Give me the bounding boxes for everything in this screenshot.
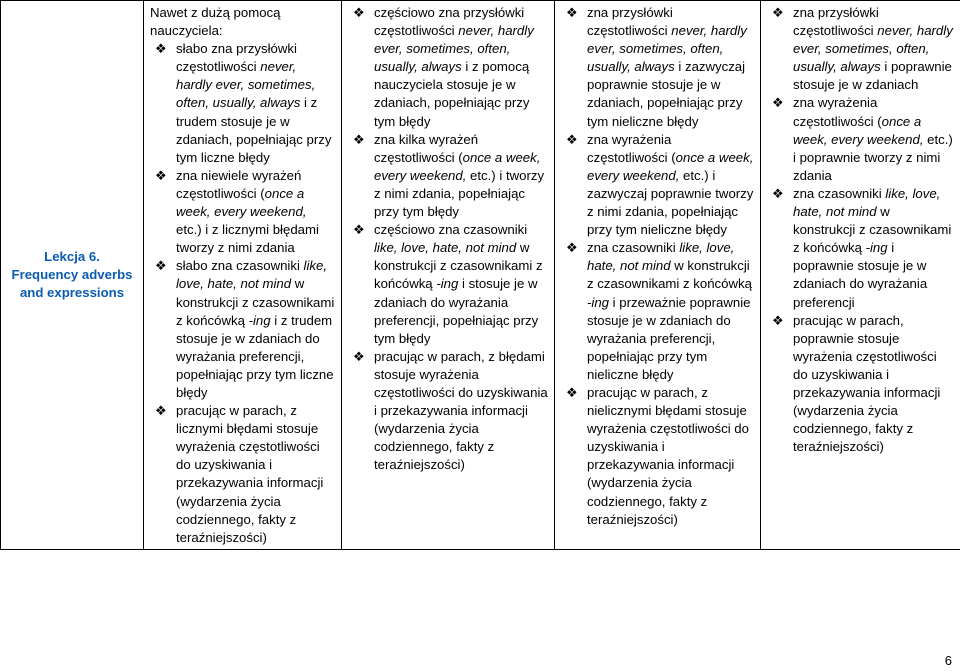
bullet-diamond-icon: ❖ — [353, 5, 365, 20]
criteria-item-text: w konstrukcji z czasownikami z końcówką — [176, 276, 335, 328]
criteria-item-text: częściowo zna czasowniki — [374, 222, 528, 238]
bullet-diamond-icon: ❖ — [566, 240, 578, 256]
criteria-item-text: częściowo zna przysłówki częstotliwości — [374, 5, 525, 39]
criteria-item-italic-text: like, love, hate, not mind — [374, 240, 517, 256]
criteria-cell-4 — [761, 1, 960, 550]
cell-lead-text: Nawet z dużą pomocą nauczyciela: — [150, 5, 281, 39]
criteria-item-text: w konstrukcji z czasownikami z końcówką — [793, 204, 952, 256]
criteria-item-text: zna czasowniki — [793, 185, 886, 201]
bullet-diamond-icon: ❖ — [566, 5, 578, 20]
criteria-item — [561, 131, 754, 240]
criteria-item-text: w konstrukcji z czasownikami z końcówką — [587, 258, 752, 292]
criteria-item-text: zna kilka wyrażeń częstotliwości ( — [374, 131, 479, 165]
criteria-item-italic-text: -ing — [248, 312, 271, 328]
criteria-cell-2 — [342, 1, 555, 550]
criteria-item-text: pracując w parach, z błędami stosuje wyrażenia częstotliwości do uzyskiwania i przekazywania informacji (wydarzenia życia codziennego, fakty z teraźniejszości) — [374, 348, 548, 473]
criteria-item-italic-text: never, hardly ever, sometimes, often, usually, always — [587, 23, 747, 75]
criteria-item-text: etc.) i tworzy z nimi zdania, popełniając przy tym błędy — [374, 167, 545, 220]
criteria-item — [150, 167, 335, 257]
criteria-item — [767, 185, 954, 312]
criteria-item-text: w konstrukcji z czasownikami z końcówką — [374, 240, 543, 292]
bullet-diamond-icon: ❖ — [772, 185, 784, 201]
bullet-diamond-icon: ❖ — [772, 95, 784, 111]
criteria-item-italic-text: once a week, every weekend, — [793, 113, 924, 147]
criteria-item — [767, 4, 954, 94]
criteria-item-text: pracując w parach, poprawnie stosuje wyrażenia częstotliwości do uzyskiwania i przekazywania informacji (wydarzenia życia codziennego, fakty z teraźniejszości) — [793, 312, 941, 455]
criteria-item-text: zna niewiele wyrażeń częstotliwości ( — [176, 167, 302, 201]
lesson-number: Lekcja 6. — [44, 248, 100, 264]
criteria-item — [767, 94, 954, 184]
criteria-item-text: pracując w parach, z nielicznymi błędami stosuje wyrażenia częstotliwości do uzyskiwania i przekazywania informacji (wydarzenia życia codziennego, fakty z teraźniejszości) — [587, 384, 749, 527]
criteria-item-italic-text: never, hardly ever, sometimes, often, usually, always — [374, 23, 534, 75]
criteria-list — [348, 4, 548, 474]
bullet-diamond-icon: ❖ — [772, 5, 784, 20]
criteria-item — [348, 131, 548, 221]
criteria-item-text: zna przysłówki częstotliwości — [587, 5, 673, 39]
criteria-item — [561, 4, 754, 131]
criteria-item-italic-text: once a week, every weekend, — [176, 185, 307, 220]
criteria-item — [561, 384, 754, 529]
criteria-item-italic-text: -ing — [865, 240, 888, 256]
criteria-item — [150, 40, 335, 167]
criteria-item — [348, 221, 548, 348]
bullet-diamond-icon: ❖ — [353, 222, 365, 238]
bullet-diamond-icon: ❖ — [155, 258, 167, 274]
criteria-item — [561, 239, 754, 384]
criteria-item-text: etc.) i poprawnie tworzy z nimi zdania — [793, 131, 953, 183]
criteria-item-italic-text: never, hardly ever, sometimes, often, usually, always — [176, 59, 316, 111]
criteria-item-text: zna czasowniki — [587, 240, 680, 256]
criteria-item-text: i z trudem stosuje je w zdaniach do wyrażania preferencji, popełniając przy tym liczne błędy — [176, 312, 334, 400]
criteria-item-text: słabo zna czasowniki — [176, 258, 304, 274]
criteria-item-text: i poprawnie stosuje je w zdaniach — [793, 59, 952, 93]
criteria-item-text: zna wyrażenia częstotliwości ( — [587, 131, 676, 165]
criteria-cell-1 — [144, 1, 342, 550]
criteria-item-text: i stosuje je w zdaniach do wyrażania preferencji, popełniając przy tym błędy — [374, 276, 539, 346]
criteria-item-italic-text: -ing — [587, 294, 609, 310]
criteria-item-text: pracując w parach, z licznymi błędami stosuje wyrażenia częstotliwości do uzyskiwania i przekazywania informacji (wydarzenia życia codziennego, fakty z teraźniejszości) — [176, 403, 324, 545]
criteria-item-italic-text: -ing — [436, 276, 459, 292]
criteria-item-italic-text: once a week, every weekend, — [587, 149, 754, 183]
lesson-title-cell — [1, 1, 144, 550]
page-number: 6 — [944, 653, 952, 668]
criteria-item — [348, 4, 548, 131]
criteria-item-italic-text: like, love, hate, not mind — [793, 185, 941, 220]
lesson-topic-line-2: and expressions — [19, 284, 125, 300]
table-row — [1, 1, 960, 550]
criteria-item — [767, 312, 954, 457]
criteria-item-italic-text: once a week, every weekend, — [374, 149, 541, 183]
criteria-list — [561, 4, 754, 529]
criteria-item-italic-text: never, hardly ever, sometimes, often, usually, always — [793, 23, 953, 75]
criteria-item-text: i zazwyczaj poprawnie stosuje je w zdaniach, popełniając przy tym nieliczne błędy — [587, 59, 746, 129]
bullet-diamond-icon: ❖ — [353, 348, 365, 364]
bullet-diamond-icon: ❖ — [155, 41, 167, 57]
bullet-diamond-icon: ❖ — [155, 167, 167, 183]
criteria-item-italic-text: like, love, hate, not mind — [176, 258, 327, 292]
criteria-item-text: i z pomocą nauczyciela stosuje je w zdaniach, popełniając przy tym błędy — [374, 59, 530, 129]
criteria-item-text: etc.) i z licznymi błędami tworzy z nimi zdania — [176, 222, 319, 256]
criteria-item-text: i przeważnie poprawnie stosuje je w zdaniach do wyrażania preferencji, popełniając przy tym nieliczne błędy — [587, 294, 751, 382]
criteria-list — [150, 40, 335, 547]
bullet-diamond-icon: ❖ — [155, 403, 167, 419]
criteria-list — [767, 4, 954, 456]
criteria-item-text: zna wyrażenia częstotliwości ( — [793, 95, 882, 129]
bullet-diamond-icon: ❖ — [353, 131, 365, 147]
criteria-item — [348, 348, 548, 475]
bullet-diamond-icon: ❖ — [566, 384, 578, 400]
criteria-item-italic-text: like, love, hate, not mind — [587, 240, 735, 274]
criteria-cell-3 — [555, 1, 761, 550]
criteria-item — [150, 402, 335, 547]
criteria-item-text: i poprawnie stosuje je w zdaniach do wyrażania preferencji — [793, 240, 928, 310]
bullet-diamond-icon: ❖ — [772, 312, 784, 328]
bullet-diamond-icon: ❖ — [566, 131, 578, 147]
criteria-item-text: zna przysłówki częstotliwości — [793, 5, 879, 39]
criteria-item-text: słabo zna przysłówki częstotliwości — [176, 41, 297, 75]
lesson-topic-line-1: Frequency adverbs — [11, 266, 133, 282]
criteria-item-text: i z trudem stosuje je w zdaniach, popełniając przy tym liczne błędy — [176, 95, 332, 165]
criteria-item-text: etc.) i zazwyczaj poprawnie tworzy z nimi zdania, popełniając przy tym nieliczne błędy — [587, 167, 754, 238]
criteria-item — [150, 257, 335, 402]
